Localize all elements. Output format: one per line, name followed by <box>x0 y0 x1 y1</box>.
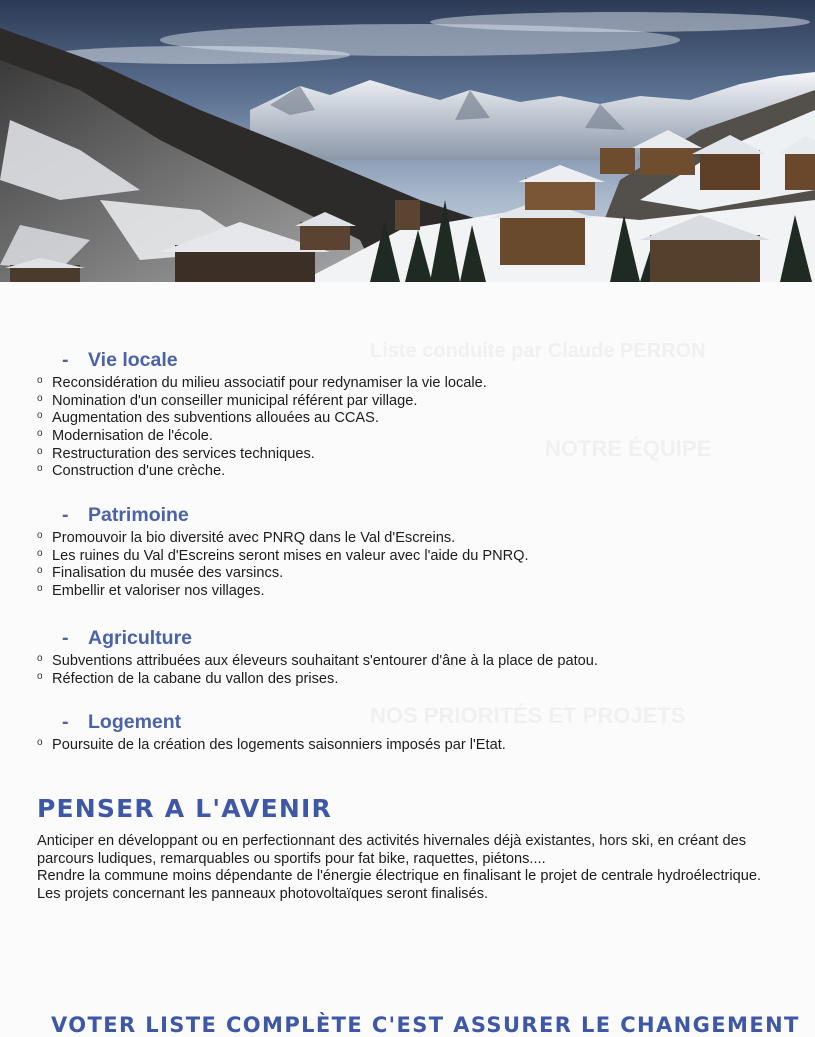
bullet-icon: o <box>37 463 43 475</box>
section-heading <box>37 625 797 651</box>
list-item: o Finalisation du musée des varsincs. <box>37 565 797 583</box>
show-through-line-3: NOS PRIORITÉS ET PROJETS <box>370 703 686 728</box>
section-title: Vie locale <box>88 349 178 371</box>
bullet-icon: o <box>37 670 43 682</box>
hero-photo <box>0 0 815 282</box>
list-item: o Subventions attribuées aux éleveurs souhaitant s'entourer d'âne à la place de patou. <box>37 653 797 671</box>
avenir-paragraphs <box>37 833 777 904</box>
bullet-icon: o <box>37 375 43 386</box>
section-title: Agriculture <box>88 627 193 649</box>
avenir-paragraph: Anticiper en développant ou en perfectionnant des activités hivernales déjà existantes, hors ski, en créant des parcours ludiques, remarquables ou sportifs pour fat bike, raquettes, piétons.... <box>37 833 747 867</box>
show-through-line-2: NOTRE ÉQUIPE <box>545 436 712 461</box>
list-item: o Reconsidération du milieu associatif pour redynamiser la vie locale. <box>37 375 797 393</box>
section-patrimoine <box>37 502 797 601</box>
bullet-icon: o <box>37 565 43 577</box>
bullet-icon: o <box>37 428 43 440</box>
bullet-icon: o <box>37 737 43 748</box>
list-item: o Promouvoir la bio diversité avec PNRQ dans le Val d'Escreins. <box>37 530 797 548</box>
item-list <box>37 653 797 688</box>
avenir-paragraph: Rendre la commune moins dépendante de l'énergie électrique en finalisant le projet de centrale hydroélectrique. <box>37 868 762 885</box>
bullet-icon: o <box>37 583 43 595</box>
item-list <box>37 375 797 481</box>
heading-dash: - <box>62 711 69 733</box>
mountain-village-illustration <box>0 0 815 282</box>
show-through-line-1: Liste conduite par Claude PERRON <box>370 340 706 362</box>
section-title: Patrimoine <box>88 504 189 526</box>
bullet-icon: o <box>37 653 43 664</box>
bullet-icon: o <box>37 530 43 541</box>
bullet-icon: o <box>37 445 43 457</box>
item-list <box>37 530 797 601</box>
list-item: o Embellir et valoriser nos villages. <box>37 583 797 601</box>
heading-dash: - <box>62 627 69 649</box>
heading-dash: - <box>62 349 69 371</box>
bullet-icon: o <box>37 392 43 404</box>
section-title: Logement <box>88 711 182 733</box>
section-logement <box>37 709 797 755</box>
avenir-title: PENSER A L'AVENIR <box>37 794 332 823</box>
section-vie-locale <box>37 347 797 481</box>
list-item: o Les ruines du Val d'Escreins seront mises en valeur avec l'aide du PNRQ. <box>37 548 797 566</box>
list-item: o Modernisation de l'école. <box>37 428 797 446</box>
item-list <box>37 737 797 755</box>
section-heading <box>37 347 797 373</box>
section-heading <box>37 502 797 528</box>
list-item: o Restructuration des services techniques. <box>37 446 797 464</box>
list-item: o Réfection de la cabane du vallon des prises. <box>37 671 797 689</box>
footer-slogan: VOTER LISTE COMPLÈTE C'EST ASSURER LE CHANGEMENT <box>51 1013 800 1037</box>
section-agriculture <box>37 625 797 688</box>
list-item: o Poursuite de la création des logements saisonniers imposés par l'Etat. <box>37 737 797 755</box>
section-heading <box>37 709 797 735</box>
list-item: o Construction d'une crèche. <box>37 463 797 481</box>
list-item: o Augmentation des subventions allouées au CCAS. <box>37 410 797 428</box>
list-item: o Nomination d'un conseiller municipal référent par village. <box>37 393 797 411</box>
heading-dash: - <box>62 504 69 526</box>
avenir-paragraph: Les projets concernant les panneaux photovoltaïques seront finalisés. <box>37 886 489 903</box>
bullet-icon: o <box>37 410 43 422</box>
bullet-icon: o <box>37 547 43 559</box>
